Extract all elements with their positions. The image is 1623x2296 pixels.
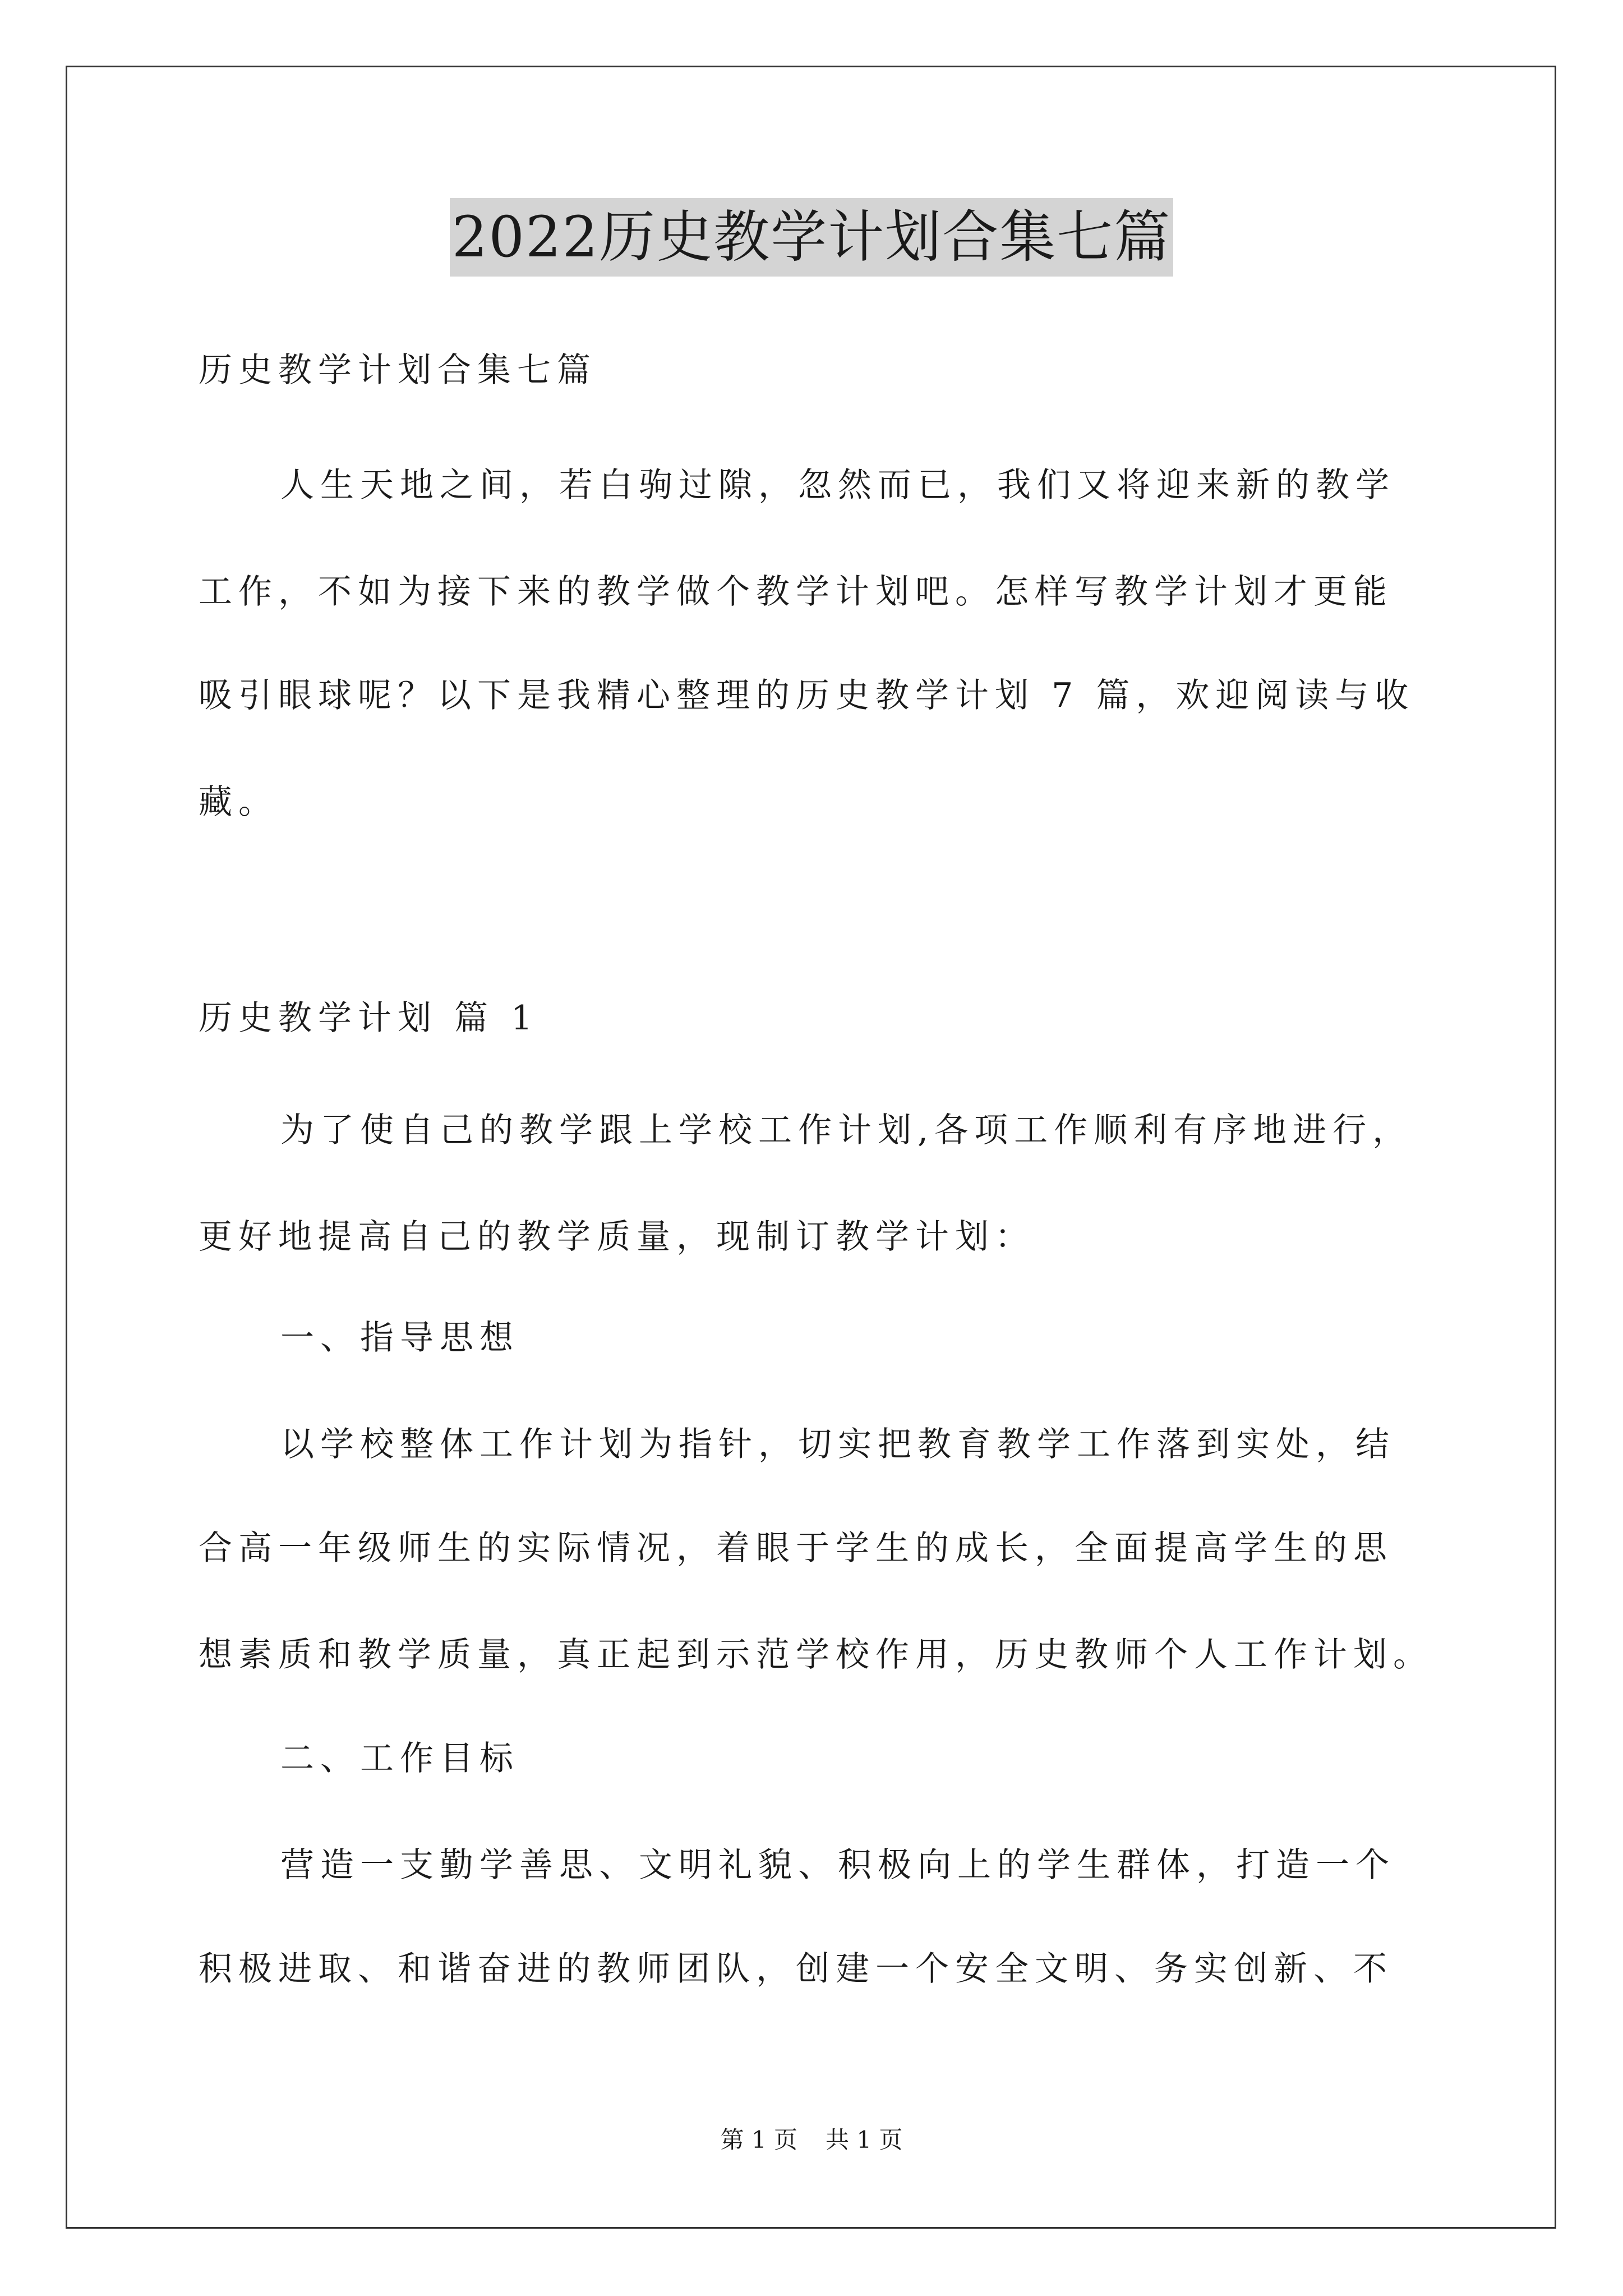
subtitle-line: 历史教学计划合集七篇 — [199, 351, 597, 390]
paragraph-2-line-3: 想素质和教学质量，真正起到示范学校作用，历史教师个人工作计划。 — [199, 1635, 1433, 1674]
intro-line-2: 工作，不如为接下来的教学做个教学计划吧。怎样写教学计划才更能 — [199, 572, 1393, 611]
paragraph-3-line-2: 积极进取、和谐奋进的教师团队，创建一个安全文明、务实创新、不 — [199, 1949, 1393, 1989]
intro-line-1: 人生天地之间，若白驹过隙，忽然而已，我们又将迎来新的教学 — [280, 466, 1395, 505]
section-heading-1: 历史教学计划 篇 1 — [199, 999, 539, 1038]
document-title: 2022历史教学计划合集七篇 — [450, 198, 1174, 277]
page-footer — [0, 2123, 1623, 2157]
page-number: 第 1 页 — [720, 2126, 797, 2154]
paragraph-1-line-2: 更好地提高自己的教学质量，现制订教学计划： — [199, 1217, 1035, 1257]
intro-line-4: 藏。 — [199, 783, 278, 822]
document-title-container — [0, 198, 1623, 277]
subheading-guiding-ideas: 一、指导思想 — [280, 1318, 519, 1358]
subheading-work-goals: 二、工作目标 — [280, 1739, 519, 1778]
paragraph-2-line-1: 以学校整体工作计划为指针，切实把教育教学工作落到实处，结 — [280, 1425, 1395, 1464]
paragraph-3-line-1: 营造一支勤学善思、文明礼貌、积极向上的学生群体，打造一个 — [280, 1846, 1395, 1885]
paragraph-2-line-2: 合高一年级师生的实际情况，着眼于学生的成长，全面提高学生的思 — [199, 1529, 1393, 1568]
paragraph-1-line-1: 为了使自己的教学跟上学校工作计划,各项工作顺利有序地进行， — [280, 1111, 1413, 1150]
intro-line-3: 吸引眼球呢？以下是我精心整理的历史教学计划 7 篇，欢迎阅读与收 — [199, 676, 1415, 715]
page-total: 共 1 页 — [826, 2126, 903, 2154]
